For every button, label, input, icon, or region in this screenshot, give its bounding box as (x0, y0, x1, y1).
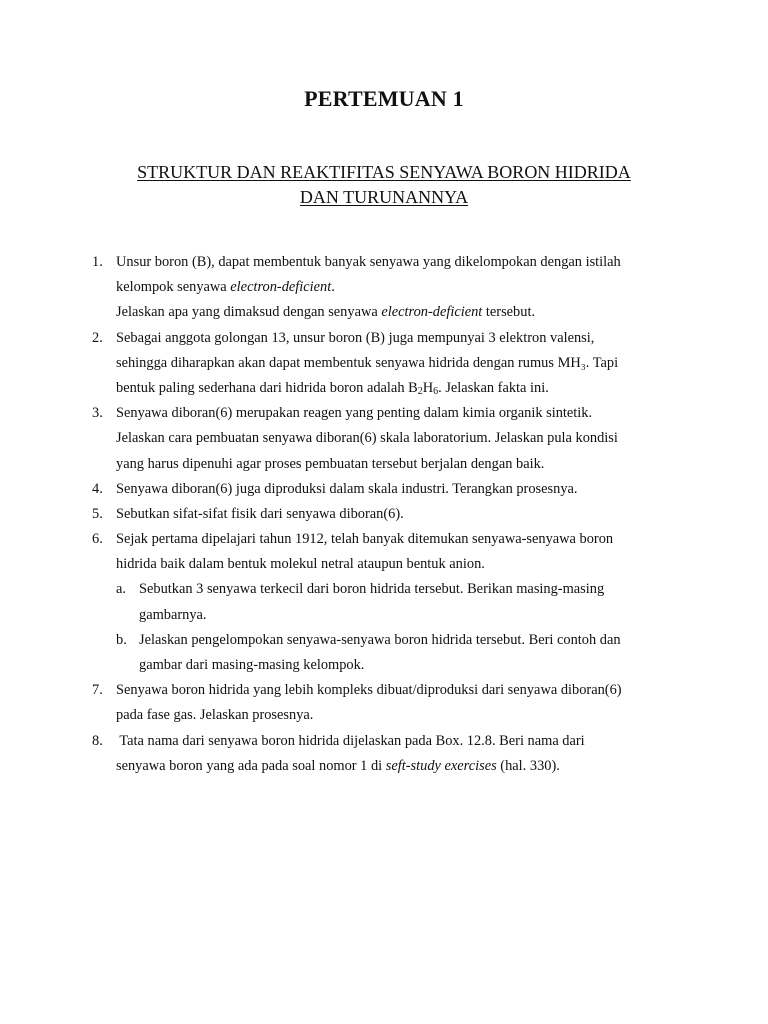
item-number: 4. (92, 480, 103, 497)
item-number: 2. (92, 329, 103, 346)
sub-item-6a (0, 577, 768, 602)
item-text (116, 754, 560, 779)
text-run: H (422, 379, 434, 396)
text-run: senyawa boron yang ada pada soal nomor 1 di (116, 757, 386, 774)
sub-item-text: gambar dari masing-masing kelompok. (139, 657, 365, 673)
item-text: Sejak pertama dipelajari tahun 1912, telah banyak ditemukan senyawa-senyawa boron (116, 531, 614, 548)
item-number: 6. (92, 531, 103, 548)
item-text: Sebagai anggota golongan 13, unsur boron (B) juga mempunyai 3 elektron valensi, (116, 329, 595, 346)
list-item-3-line-3 (0, 452, 768, 477)
item-text (116, 275, 335, 300)
list-item-3-line-2 (0, 426, 768, 451)
question-list (0, 250, 768, 779)
sub-item-6b-line-2 (0, 653, 768, 678)
page-title: PERTEMUAN 1 (304, 86, 464, 111)
italic-term: seft-study exercises (385, 757, 497, 774)
item-text (116, 376, 549, 401)
list-item-5 (0, 502, 768, 527)
list-item-3 (0, 401, 768, 426)
item-text: pada fase gas. Jelaskan prosesnya. (116, 707, 314, 724)
text-run: kelompok senyawa (116, 279, 231, 296)
list-item-7-line-2 (0, 703, 768, 728)
sub-item-text: Jelaskan pengelompokan senyawa-senyawa boron hidrida tersebut. Beri contoh dan (139, 631, 621, 648)
sub-item-text: Sebutkan 3 senyawa terkecil dari boron hidrida tersebut. Berikan masing-masing (139, 581, 605, 598)
text-run: Jelaskan apa yang dimaksud dengan senyawa (116, 304, 382, 321)
subscript: 6 (433, 385, 439, 397)
sub-item-letter: b. (116, 631, 127, 648)
subtitle-line-1: STRUKTUR DAN REAKTIFITAS SENYAWA BORON HIDRIDA (137, 162, 631, 182)
item-text: Sebutkan sifat-sifat fisik dari senyawa diboran(6). (116, 505, 404, 522)
item-text: Senyawa diboran(6) juga diproduksi dalam skala industri. Terangkan prosesnya. (116, 480, 578, 497)
item-number: 5. (92, 505, 103, 522)
sub-item-text: gambarnya. (139, 606, 207, 623)
list-item-2 (0, 326, 768, 351)
list-item-6 (0, 527, 768, 552)
list-item-7 (0, 678, 768, 703)
sub-item-6b (0, 628, 768, 653)
italic-term: electron-deficient (230, 279, 332, 296)
item-text: hidrida baik dalam bentuk molekul netral ataupun bentuk anion. (116, 556, 485, 573)
item-text: Jelaskan cara pembuatan senyawa diboran(6) skala laboratorium. Jelaskan pula kondisi (116, 430, 618, 447)
item-number: 7. (92, 682, 103, 699)
text-run: bentuk paling sederhana dari hidrida boron adalah B (116, 379, 418, 396)
item-text: yang harus dipenuhi agar proses pembuatan tersebut berjalan dengan baik. (116, 455, 545, 472)
item-text (116, 300, 535, 325)
list-item-1 (0, 250, 768, 275)
list-item-8-line-2 (0, 754, 768, 779)
item-text: Senyawa boron hidrida yang lebih kompleks dibuat/diproduksi dari senyawa diboran(6) (116, 682, 622, 699)
list-item-1-line-2 (0, 275, 768, 300)
text-run: . (331, 279, 335, 296)
text-run: tersebut. (482, 304, 536, 321)
subtitle-line-2: DAN TURUNANNYA (299, 187, 469, 207)
text-run: (hal. 330). (496, 757, 560, 774)
item-number: 8. (92, 732, 103, 749)
item-number: 1. (92, 254, 103, 270)
list-item-4 (0, 477, 768, 502)
text-run: . Jelaskan fakta ini. (438, 379, 549, 396)
list-item-2-line-3 (0, 376, 768, 401)
item-number: 3. (92, 405, 103, 422)
list-item-6-line-2 (0, 552, 768, 577)
list-item-8 (0, 729, 768, 754)
sub-item-letter: a. (116, 581, 126, 598)
italic-term: electron-deficient (381, 304, 483, 321)
item-text: sehingga diharapkan akan dapat membentuk senyawa hidrida dengan rumus MH₃. Tapi (116, 354, 619, 371)
list-item-2-line-2 (0, 351, 768, 376)
subscript: 2 (417, 385, 423, 397)
page-subtitle (80, 160, 688, 210)
sub-item-6a-line-2 (0, 603, 768, 628)
list-item-1-line-3 (0, 300, 768, 325)
item-text: Tata nama dari senyawa boron hidrida dijelaskan pada Box. 12.8. Beri nama dari (116, 732, 585, 749)
item-text: Unsur boron (B), dapat membentuk banyak senyawa yang dikelompokan dengan istilah (116, 254, 621, 270)
item-text: Senyawa diboran(6) merupakan reagen yang penting dalam kimia organik sintetik. (116, 405, 593, 422)
